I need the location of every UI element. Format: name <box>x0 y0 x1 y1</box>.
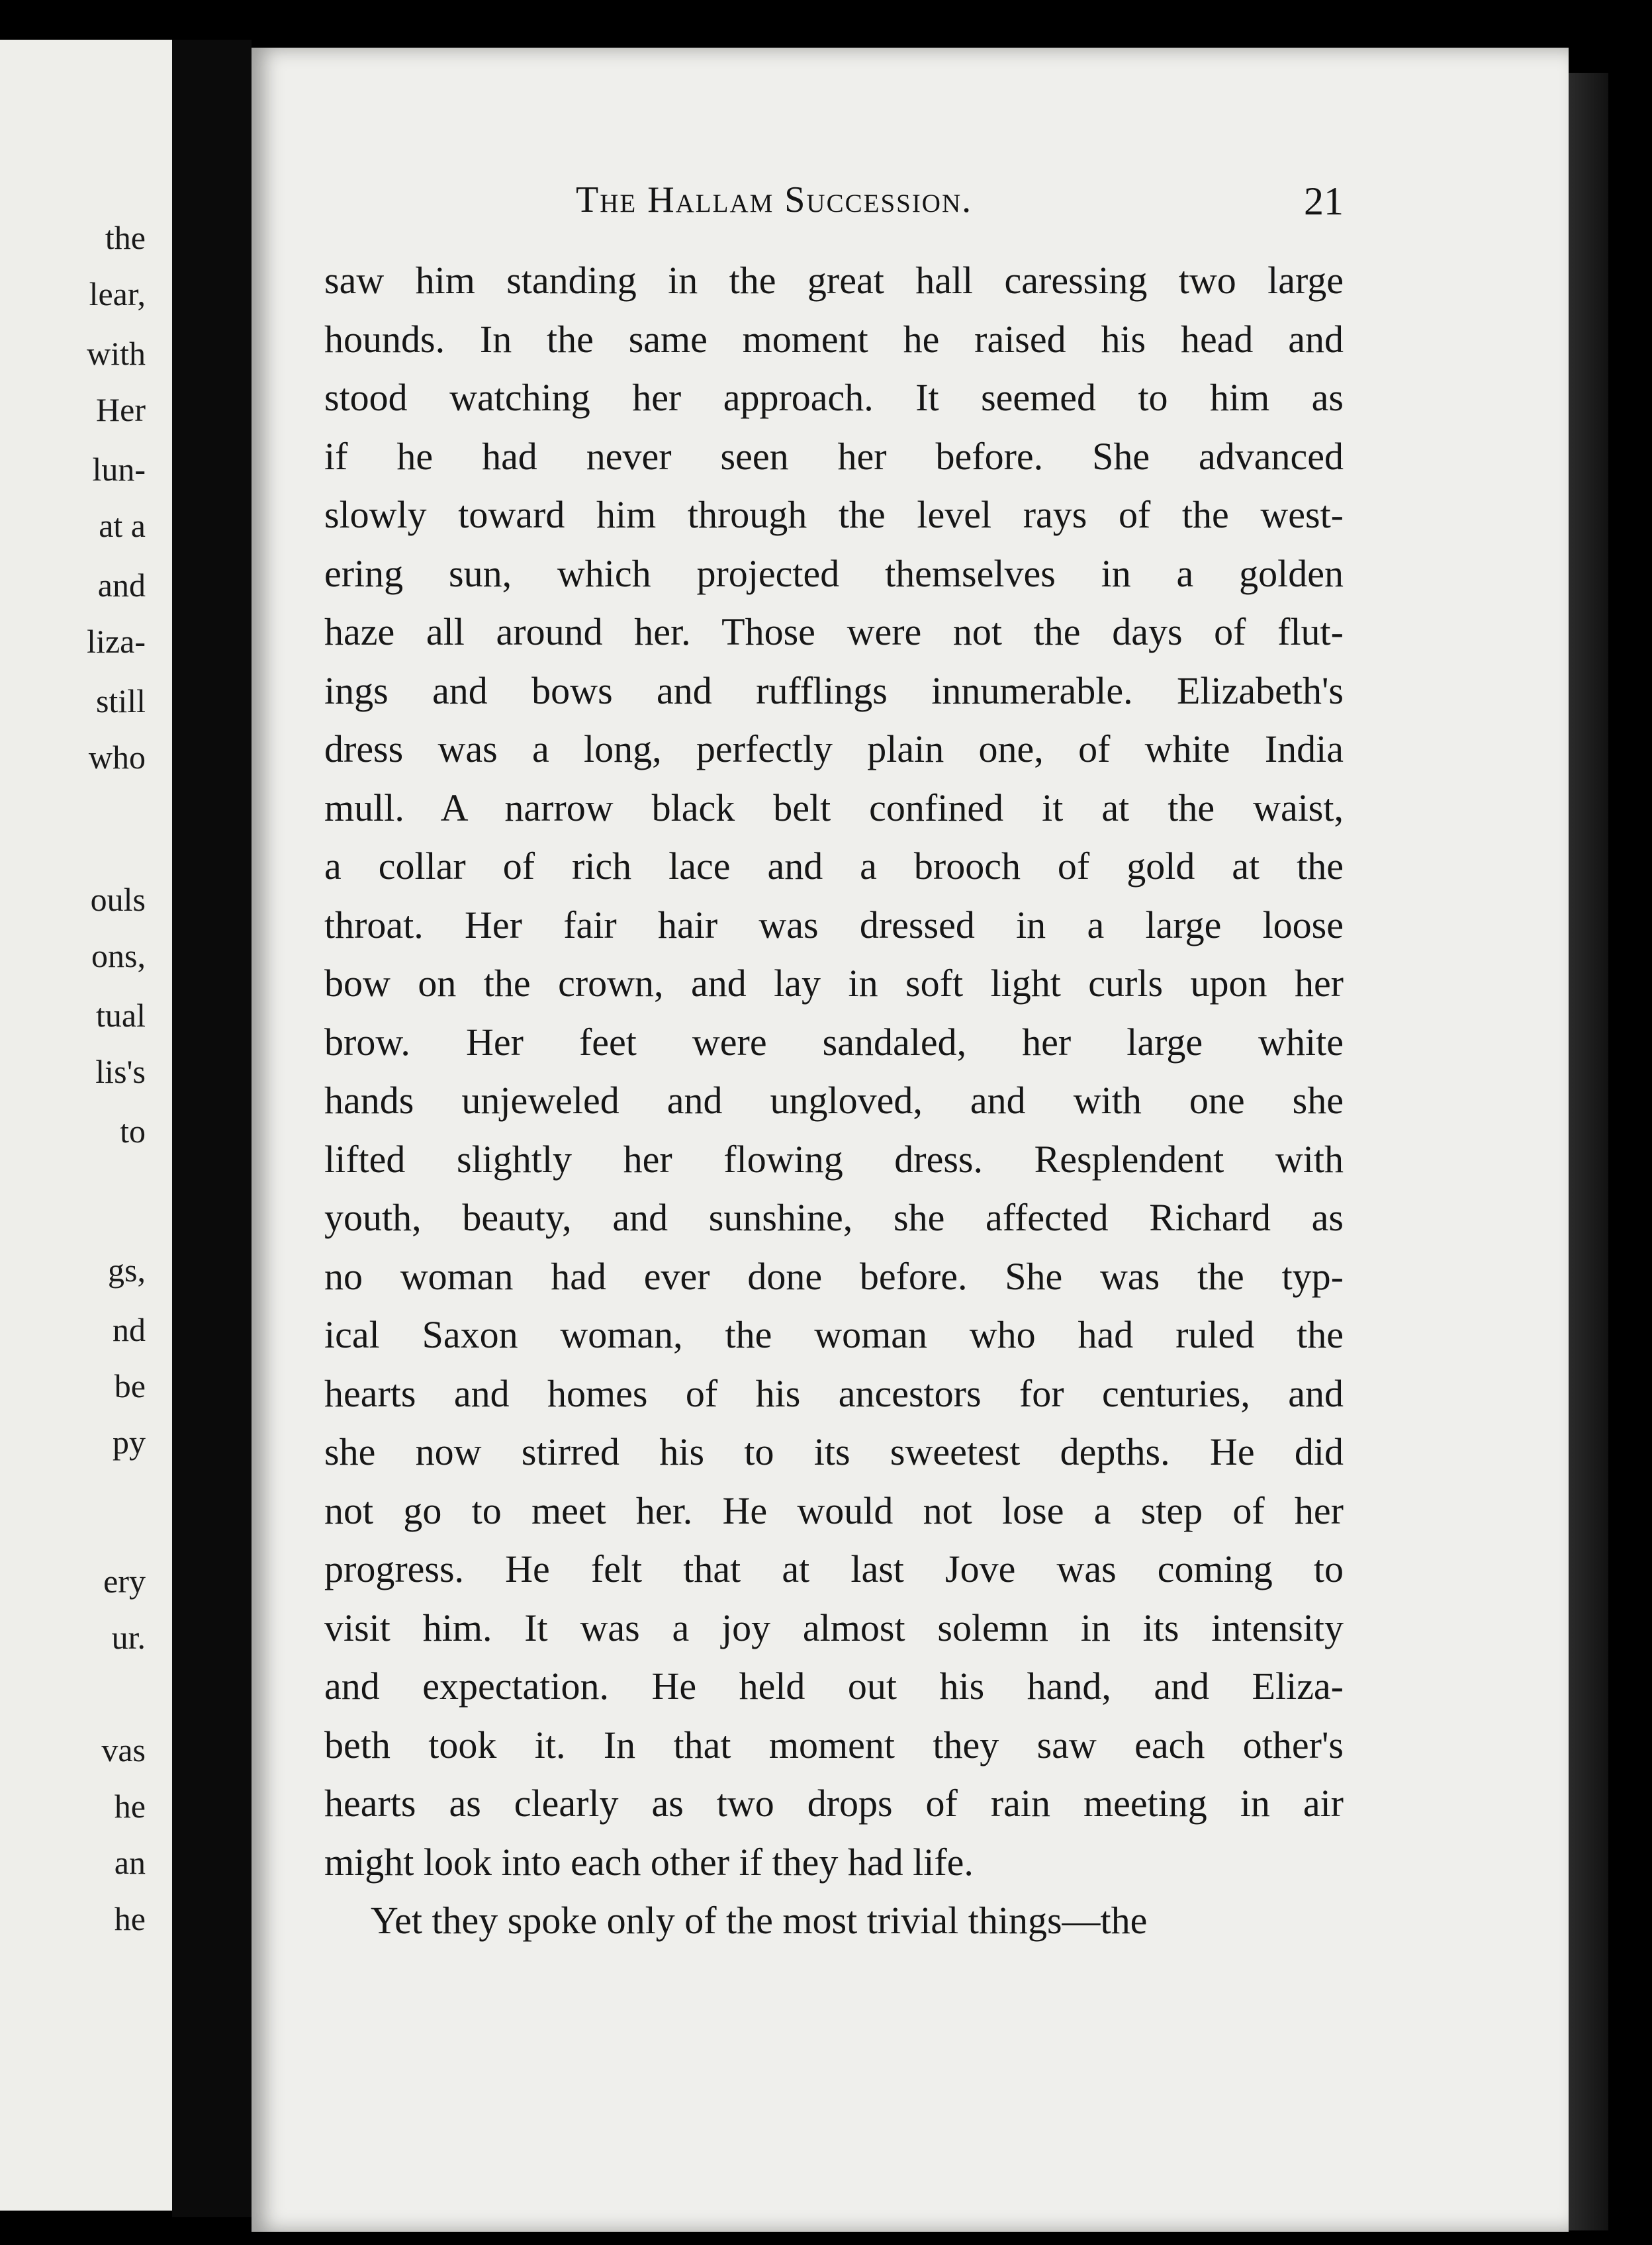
left-page-fragment: be <box>114 1367 146 1404</box>
text-line: ering sun, which projected themselves in a golden <box>324 551 1344 595</box>
text-line: hounds. In the same moment he raised his head and <box>324 317 1344 361</box>
text-line: mull. A narrow black belt confined it at the waist, <box>324 786 1344 829</box>
left-page-fragment: lear, <box>89 275 146 312</box>
text-line: hands unjeweled and ungloved, and with one she <box>324 1079 1344 1122</box>
text-line: hearts as clearly as two drops of rain meeting in air <box>324 1782 1344 1825</box>
text-line: hearts and homes of his ancestors for centuries, and <box>324 1371 1344 1415</box>
left-page-fragment: py <box>113 1424 146 1461</box>
left-page-fragment: lun- <box>92 451 146 488</box>
text-line: beth took it. In that moment they saw each other's <box>324 1723 1344 1766</box>
left-page-fragment: with <box>87 335 146 372</box>
text-line: dress was a long, perfectly plain one, of white India <box>324 727 1344 770</box>
text-line: no woman had ever done before. She was the typ- <box>324 1254 1344 1298</box>
running-title: The Hallam Succession. <box>576 179 973 220</box>
left-page-fragment: ouls <box>90 881 146 918</box>
left-page-fragment: an <box>114 1844 146 1881</box>
left-page-fragment: at a <box>99 507 146 544</box>
left-page-fragment: still <box>95 682 146 719</box>
text-line: throat. Her fair hair was dressed in a large loose <box>324 903 1344 946</box>
text-line: haze all around her. Those were not the days of flut- <box>324 610 1344 653</box>
left-facing-page <box>0 40 181 2211</box>
text-line: progress. He felt that at last Jove was coming to <box>324 1547 1344 1590</box>
text-line: youth, beauty, and sunshine, she affected Richard as <box>324 1196 1344 1239</box>
text-line: she now stirred his to its sweetest depths. He did <box>324 1430 1344 1473</box>
text-line: lifted slightly her flowing dress. Resplendent with <box>324 1137 1344 1181</box>
text-line: a collar of rich lace and a brooch of gold at the <box>324 845 1344 888</box>
page-number: 21 <box>1304 179 1344 223</box>
left-page-fragment: he <box>114 1900 146 1937</box>
left-page-fragment: who <box>88 739 146 776</box>
text-line: visit him. It was a joy almost solemn in its intensity <box>324 1606 1344 1649</box>
text-line: if he had never seen her before. She advanced <box>324 434 1344 478</box>
text-line: slowly toward him through the level rays of the west- <box>324 493 1344 536</box>
left-page-fragment: nd <box>113 1311 146 1348</box>
text-line: bow on the crown, and lay in soft light curls upon her <box>324 962 1344 1005</box>
left-page-fragment: and <box>97 567 146 604</box>
text-line: saw him standing in the great hall caressing two large <box>324 259 1344 302</box>
left-page-fragment: to <box>120 1113 146 1150</box>
text-line: ical Saxon woman, the woman who had ruled the <box>324 1313 1344 1356</box>
left-page-fragment: Her <box>96 391 146 428</box>
left-page-fragment: liza- <box>87 623 146 660</box>
text-line: ings and bows and rufflings innumerable. Elizabeth's <box>324 668 1344 712</box>
text-line: not go to meet her. He would not lose a step of her <box>324 1489 1344 1532</box>
text-line: Yet they spoke only of the most trivial things—the <box>371 1899 1148 1942</box>
book-gutter <box>172 40 252 2217</box>
text-line: and expectation. He held out his hand, and Eliza- <box>324 1665 1344 1708</box>
page-edge <box>1569 73 1608 2230</box>
running-head <box>324 179 1344 232</box>
left-page-fragment: ons, <box>91 937 146 974</box>
left-page-fragment: ery <box>103 1563 146 1600</box>
left-page-fragment: the <box>105 219 146 256</box>
text-line: might look into each other if they had life. <box>324 1840 974 1884</box>
left-page-fragment: vas <box>101 1731 146 1768</box>
left-page-fragment: ur. <box>111 1619 146 1656</box>
left-page-fragment: he <box>114 1788 146 1825</box>
text-line: stood watching her approach. It seemed to him as <box>324 376 1344 419</box>
left-page-fragment: gs, <box>108 1252 146 1289</box>
left-page-fragment: tual <box>96 997 146 1034</box>
text-line: brow. Her feet were sandaled, her large white <box>324 1020 1344 1064</box>
left-page-fragment: lis's <box>95 1053 146 1090</box>
body-text <box>324 252 1344 1950</box>
